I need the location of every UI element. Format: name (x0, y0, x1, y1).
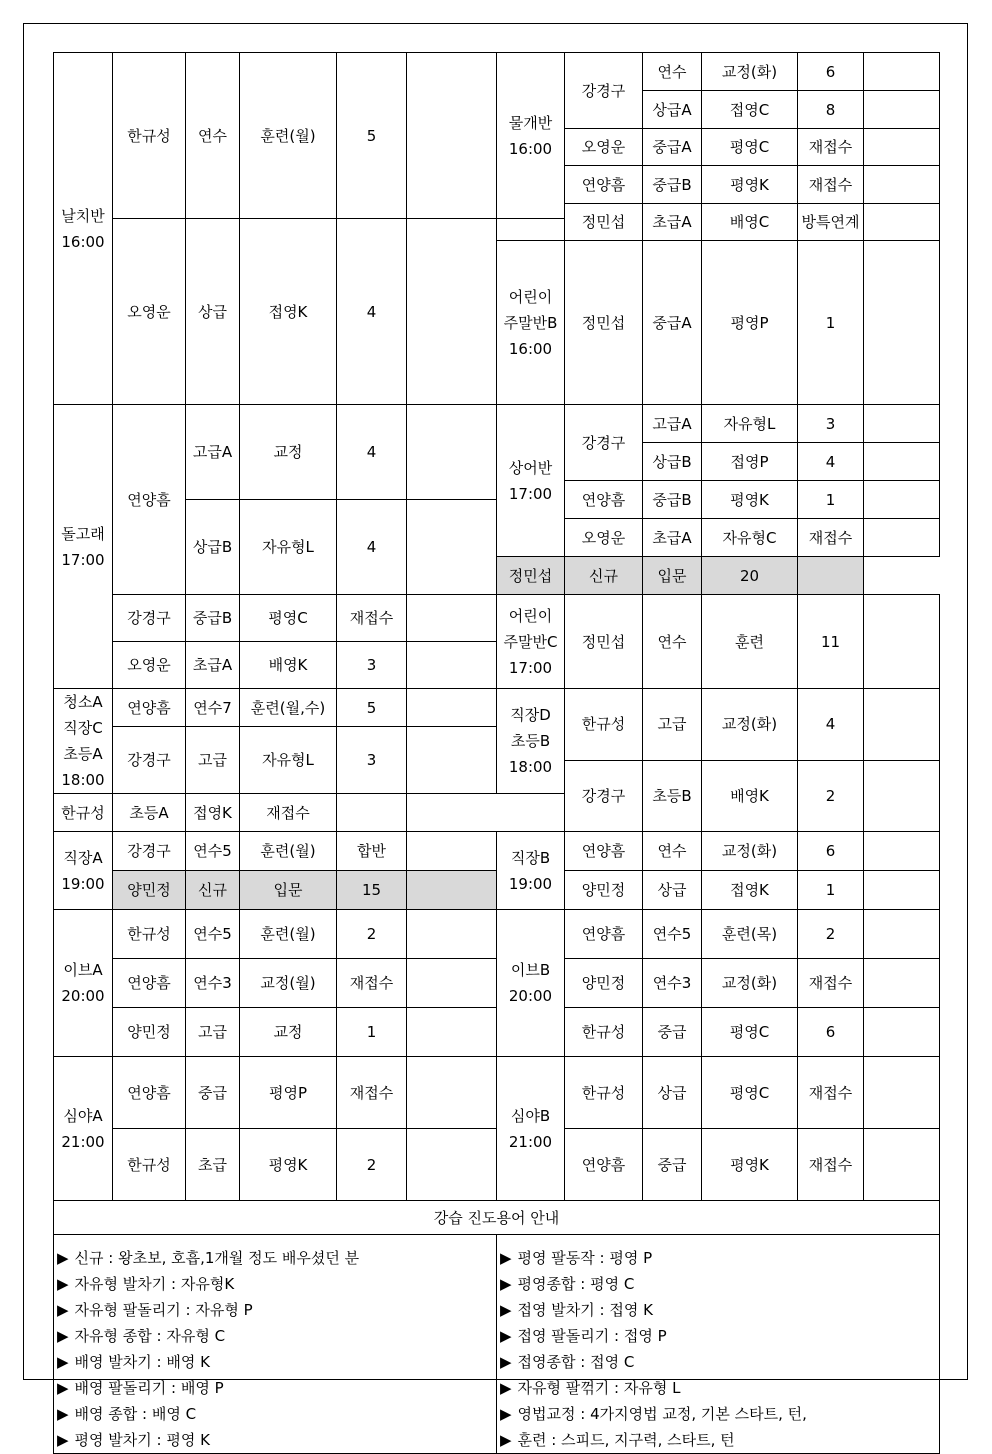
level-cell: 초등B (643, 760, 702, 832)
teacher-cell: 한규성 (565, 1057, 643, 1129)
course-cell: 배영C (702, 204, 798, 241)
course-cell: 평영P (240, 1057, 337, 1129)
level-cell: 중급 (186, 1057, 240, 1129)
class-label-jikjang-b: 직장B 19:00 (497, 832, 565, 910)
note-cell (798, 557, 864, 595)
note-cell (864, 910, 940, 959)
course-cell: 교정 (240, 1008, 337, 1057)
level-cell: 연수7 (186, 689, 240, 727)
level-cell: 초급A (186, 642, 240, 689)
count-cell: 재접수 (337, 1057, 407, 1129)
teacher-cell: 한규성 (54, 794, 113, 832)
note-cell (864, 204, 940, 241)
course-cell: 자유형L (702, 405, 798, 443)
course-cell: 접영C (702, 91, 798, 129)
course-cell: 교정(화) (702, 959, 798, 1008)
count-cell: 재접수 (798, 1057, 864, 1129)
level-cell: 중급 (643, 1008, 702, 1057)
legend-right (497, 1235, 940, 1454)
level-cell: 중급 (643, 1129, 702, 1201)
course-cell: 입문 (240, 871, 337, 910)
count-cell: 재접수 (798, 1129, 864, 1201)
count-cell: 재접수 (798, 166, 864, 204)
level-cell: 고급A (643, 405, 702, 443)
level-cell: 초급A (643, 519, 702, 557)
level-cell: 중급A (643, 129, 702, 166)
class-label-junior-b: 어린이 주말반B 16:00 (497, 241, 565, 405)
teacher-cell: 오영운 (565, 129, 643, 166)
course-cell: 교정(화) (702, 689, 798, 761)
course-cell: 배영K (240, 642, 337, 689)
level-cell: 상급B (186, 500, 240, 595)
note-cell (337, 794, 407, 832)
level-cell: 연수3 (643, 959, 702, 1008)
count-cell: 3 (337, 727, 407, 794)
course-cell: 입문 (643, 557, 702, 595)
level-cell: 연수3 (186, 959, 240, 1008)
level-cell: 상급A (643, 91, 702, 129)
course-cell: 평영C (240, 595, 337, 642)
note-cell (864, 760, 940, 832)
note-cell (864, 91, 940, 129)
teacher-cell: 오영운 (113, 219, 186, 405)
course-cell: 평영P (702, 241, 798, 405)
count-cell: 3 (337, 642, 407, 689)
count-cell: 재접수 (337, 959, 407, 1008)
level-cell: 연수5 (186, 832, 240, 871)
legend-item: ▶ 평영종합 : 평영 C (500, 1271, 939, 1297)
note-cell (407, 689, 497, 727)
note-cell (407, 1057, 497, 1129)
course-cell: 평영C (702, 129, 798, 166)
count-cell: 1 (798, 481, 864, 519)
count-cell: 4 (337, 405, 407, 500)
course-cell: 자유형C (702, 519, 798, 557)
course-cell: 훈련(월) (240, 53, 337, 219)
teacher-cell: 연양흠 (565, 1129, 643, 1201)
note-cell (864, 1129, 940, 1201)
note-cell (864, 129, 940, 166)
legend-item: ▶ 자유형 팔꺾기 : 자유형 L (500, 1375, 939, 1401)
level-cell: 초급 (186, 1129, 240, 1201)
course-cell: 훈련 (702, 595, 798, 689)
legend-item: ▶ 접영종합 : 접영 C (500, 1349, 939, 1375)
level-cell: 연수 (643, 832, 702, 871)
class-label-sangeo: 상어반 17:00 (497, 405, 565, 557)
course-cell: 교정(화) (702, 832, 798, 871)
teacher-cell: 강경구 (113, 595, 186, 642)
teacher-cell: 양민정 (113, 871, 186, 910)
count-cell: 20 (702, 557, 798, 595)
legend-item: ▶ 영법교정 : 4가지영법 교정, 기본 스타트, 턴, (500, 1401, 939, 1427)
legend-item: ▶ 훈련 : 스피드, 지구력, 스타트, 턴 (500, 1427, 939, 1453)
note-cell (407, 871, 497, 910)
level-cell: 초등A (113, 794, 186, 832)
legend-item: ▶ 자유형 종합 : 자유형 C (57, 1323, 496, 1349)
course-cell: 교정 (240, 405, 337, 500)
count-cell: 재접수 (337, 595, 407, 642)
level-cell: 중급A (643, 241, 702, 405)
level-cell: 상급 (643, 1057, 702, 1129)
legend-left (54, 1235, 497, 1454)
count-cell: 6 (798, 1008, 864, 1057)
teacher-cell: 오영운 (113, 642, 186, 689)
count-cell: 4 (798, 689, 864, 761)
teacher-cell: 연양흠 (113, 959, 186, 1008)
level-cell: 고급A (186, 405, 240, 500)
level-cell: 연수 (186, 53, 240, 219)
teacher-cell: 연양흠 (565, 481, 643, 519)
class-label-nalchi: 날치반 16:00 (54, 53, 113, 405)
class-label-simya-b: 심야B 21:00 (497, 1057, 565, 1201)
level-cell: 연수 (643, 53, 702, 91)
note-cell (407, 1129, 497, 1201)
count-cell: 4 (337, 500, 407, 595)
count-cell: 2 (337, 910, 407, 959)
legend-item: ▶ 신규 : 왕초보, 호흡,1개월 정도 배우셨던 분 (57, 1245, 496, 1271)
count-cell: 2 (337, 1129, 407, 1201)
course-cell: 훈련(목) (702, 910, 798, 959)
note-cell (864, 689, 940, 761)
level-cell: 중급B (186, 595, 240, 642)
count-cell: 1 (798, 241, 864, 405)
count-cell: 1 (337, 1008, 407, 1057)
teacher-cell: 정민섭 (565, 595, 643, 689)
note-cell (864, 443, 940, 481)
teacher-cell: 한규성 (565, 689, 643, 761)
course-cell: 교정(화) (702, 53, 798, 91)
count-cell: 재접수 (240, 794, 337, 832)
note-cell (864, 519, 940, 557)
teacher-cell: 강경구 (565, 53, 643, 129)
note-cell (407, 500, 497, 595)
class-label-cheongso: 청소A 직장C 초등A 18:00 (54, 689, 113, 794)
level-cell: 상급 (186, 219, 240, 405)
level-cell: 연수5 (643, 910, 702, 959)
legend-title: 강습 진도용어 안내 (54, 1201, 940, 1235)
level-cell: 신규 (186, 871, 240, 910)
legend-item: ▶ 배영 발차기 : 배영 K (57, 1349, 496, 1375)
course-cell: 접영K (186, 794, 240, 832)
teacher-cell: 연양흠 (113, 405, 186, 595)
count-cell: 4 (337, 219, 407, 405)
teacher-cell: 연양흠 (565, 832, 643, 871)
count-cell: 합반 (337, 832, 407, 871)
course-cell: 접영P (702, 443, 798, 481)
legend-item: ▶ 자유형 발차기 : 자유형K (57, 1271, 496, 1297)
level-cell: 상급B (643, 443, 702, 481)
legend-item: ▶ 배영 팔돌리기 : 배영 P (57, 1375, 496, 1401)
count-cell: 방특연계 (798, 204, 864, 241)
teacher-cell: 양민정 (565, 959, 643, 1008)
teacher-cell: 강경구 (113, 832, 186, 871)
count-cell: 1 (798, 871, 864, 910)
note-cell (407, 219, 497, 405)
class-label-eve-b: 이브B 20:00 (497, 910, 565, 1057)
note-cell (864, 166, 940, 204)
count-cell: 6 (798, 53, 864, 91)
class-schedule-table (53, 52, 940, 1454)
teacher-cell: 정민섭 (565, 204, 643, 241)
note-cell (864, 53, 940, 91)
class-label-jikjang-d: 직장D 초등B 18:00 (497, 689, 565, 794)
count-cell: 15 (337, 871, 407, 910)
note-cell (407, 727, 497, 794)
teacher-cell: 한규성 (113, 1129, 186, 1201)
count-cell: 2 (798, 760, 864, 832)
class-label-eve-a: 이브A 20:00 (54, 910, 113, 1057)
course-cell: 훈련(월,수) (240, 689, 337, 727)
teacher-cell: 한규성 (565, 1008, 643, 1057)
teacher-cell: 한규성 (113, 910, 186, 959)
count-cell: 8 (798, 91, 864, 129)
legend-item: ▶ 접영 팔돌리기 : 접영 P (500, 1323, 939, 1349)
teacher-cell: 연양흠 (565, 166, 643, 204)
note-cell (864, 871, 940, 910)
teacher-cell: 정민섭 (565, 241, 643, 405)
count-cell: 11 (798, 595, 864, 689)
level-cell: 연수 (643, 595, 702, 689)
note-cell (864, 1008, 940, 1057)
note-cell (864, 241, 940, 405)
teacher-cell: 양민정 (113, 1008, 186, 1057)
course-cell: 훈련(월) (240, 910, 337, 959)
note-cell (407, 53, 497, 219)
teacher-cell: 연양흠 (113, 689, 186, 727)
teacher-cell: 연양흠 (113, 1057, 186, 1129)
course-cell: 자유형L (240, 500, 337, 595)
note-cell (407, 595, 497, 642)
count-cell: 2 (798, 910, 864, 959)
count-cell: 3 (798, 405, 864, 443)
class-label-simya-a: 심야A 21:00 (54, 1057, 113, 1201)
teacher-cell: 연양흠 (565, 910, 643, 959)
course-cell: 평영K (702, 166, 798, 204)
legend-item: ▶ 평영 발차기 : 평영 K (57, 1427, 496, 1453)
course-cell: 평영K (240, 1129, 337, 1201)
legend-item: ▶ 배영 종합 : 배영 C (57, 1401, 496, 1427)
teacher-cell: 정민섭 (497, 557, 565, 595)
level-cell: 상급 (643, 871, 702, 910)
course-cell: 배영K (702, 760, 798, 832)
level-cell: 고급 (186, 1008, 240, 1057)
legend-item: ▶ 자유형 팔돌리기 : 자유형 P (57, 1297, 496, 1323)
course-cell: 평영C (702, 1057, 798, 1129)
note-cell (864, 959, 940, 1008)
note-cell (407, 1008, 497, 1057)
level-cell: 중급B (643, 481, 702, 519)
note-cell (407, 959, 497, 1008)
count-cell: 5 (337, 53, 407, 219)
level-cell: 연수5 (186, 910, 240, 959)
course-cell: 교정(월) (240, 959, 337, 1008)
note-cell (864, 481, 940, 519)
teacher-cell: 한규성 (113, 53, 186, 219)
course-cell: 접영K (240, 219, 337, 405)
teacher-cell: 강경구 (565, 405, 643, 481)
note-cell (864, 595, 940, 689)
count-cell: 4 (798, 443, 864, 481)
teacher-cell: 강경구 (113, 727, 186, 794)
legend-item: ▶ 접영 발차기 : 접영 K (500, 1297, 939, 1323)
level-cell: 신규 (565, 557, 643, 595)
level-cell: 초급A (643, 204, 702, 241)
count-cell: 5 (337, 689, 407, 727)
count-cell: 6 (798, 832, 864, 871)
note-cell (864, 405, 940, 443)
count-cell: 재접수 (798, 129, 864, 166)
note-cell (864, 832, 940, 871)
course-cell: 평영K (702, 481, 798, 519)
course-cell: 자유형L (240, 727, 337, 794)
teacher-cell: 양민정 (565, 871, 643, 910)
note-cell (407, 642, 497, 689)
note-cell (407, 405, 497, 500)
legend-item: ▶ 평영 팔동작 : 평영 P (500, 1245, 939, 1271)
teacher-cell: 오영운 (565, 519, 643, 557)
level-cell: 중급B (643, 166, 702, 204)
count-cell: 재접수 (798, 959, 864, 1008)
level-cell: 고급 (186, 727, 240, 794)
course-cell: 훈련(월) (240, 832, 337, 871)
class-label-jikjang-a: 직장A 19:00 (54, 832, 113, 910)
course-cell: 접영K (702, 871, 798, 910)
class-label-dolgorae: 돌고래 17:00 (54, 405, 113, 689)
teacher-cell: 강경구 (565, 760, 643, 832)
course-cell: 평영C (702, 1008, 798, 1057)
class-label-junior-c: 어린이 주말반C 17:00 (497, 595, 565, 689)
course-cell: 평영K (702, 1129, 798, 1201)
count-cell: 재접수 (798, 519, 864, 557)
class-label-mulgae: 물개반 16:00 (497, 53, 565, 219)
note-cell (407, 832, 497, 871)
note-cell (407, 910, 497, 959)
note-cell (864, 1057, 940, 1129)
level-cell: 고급 (643, 689, 702, 761)
